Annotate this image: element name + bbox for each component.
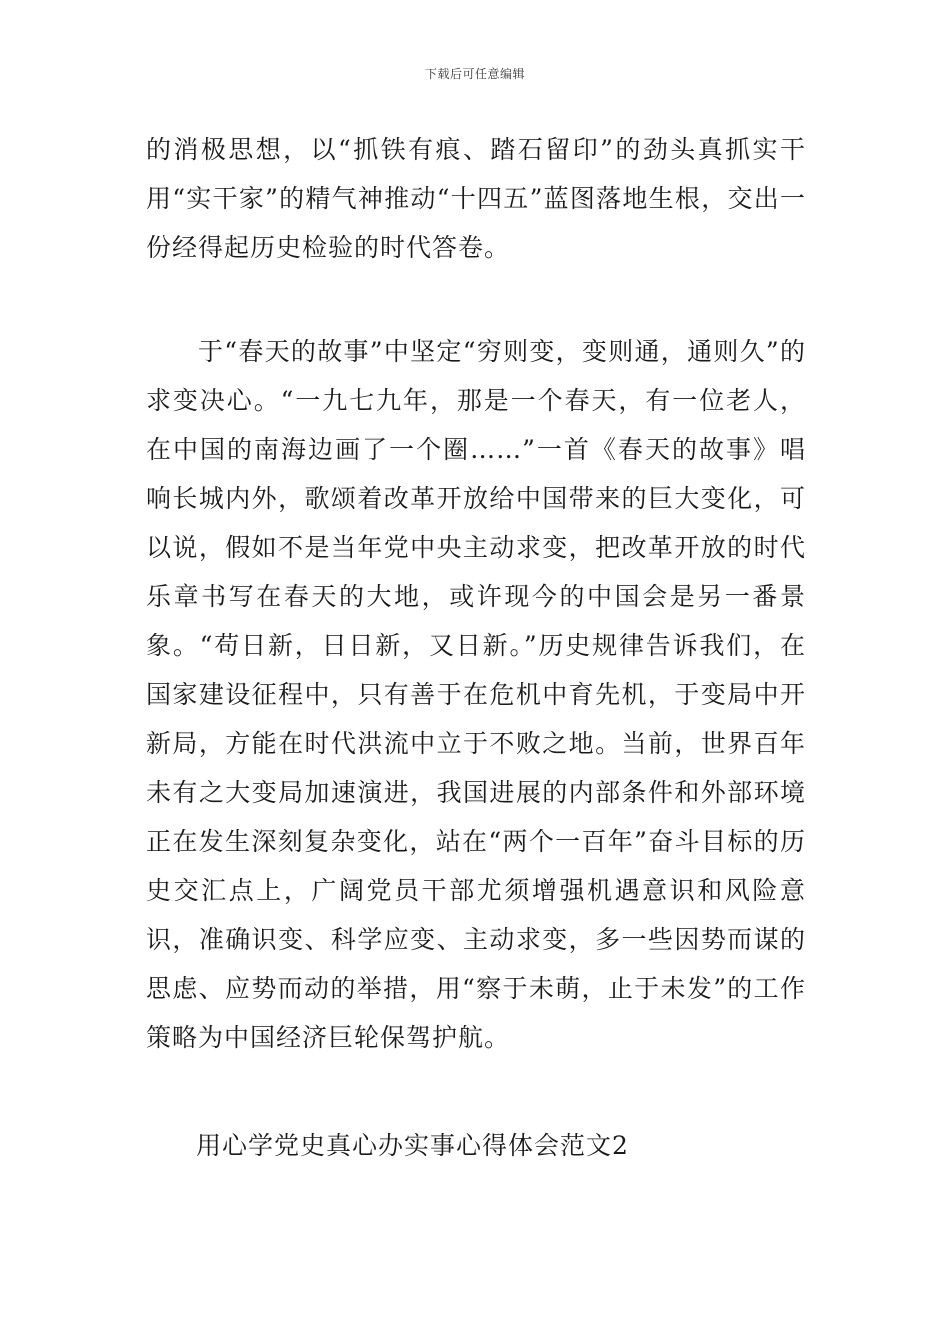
section-heading: 用心学党史真心办实事心得体会范文2 bbox=[196, 1131, 629, 1160]
body-paragraph-1: 的消极思想，以“抓铁有痕、踏石留印”的劲头真抓实干用“实干家”的精气神推动“十四五”蓝图落地生根，交出一份经得起历史检验的时代答卷。 bbox=[146, 135, 806, 262]
header-note: 下载后可任意编辑 bbox=[424, 67, 525, 81]
body-paragraph-2: 于“春天的故事”中坚定“穷则变，变则通，通则久”的求变决心。“一九七九年，那是一个春天，有一位老人，在中国的南海边画了一个圈……”一首《春天的故事》唱响长城内外，歌颂着改革开放给中国带来的巨大变化，可以说，假如不是当年党中央主动求变，把改革开放的时代乐章书写在春天的大地，或许现今的中国会是另一番景象。“苟日新，日日新，又日新。”历史规律告诉我们，在国家建设征程中，只有善于在危机中育先机，于变局中开新局，方能在时代洪流中立于不败之地。当前，世界百年未有之大变局加速演进，我国进展的内部条件和外部环境正在发生深刻复杂变化，站在“两个一百年”奋斗目标的历史交汇点上，广阔党员干部尤须增强机遇意识和风险意识，准确识变、科学应变、主动求变，多一些因势而谋的思虑、应势而动的举措，用“察于未萌，止于未发”的工作策略为中国经济巨轮保驾护航。 bbox=[146, 337, 806, 1052]
